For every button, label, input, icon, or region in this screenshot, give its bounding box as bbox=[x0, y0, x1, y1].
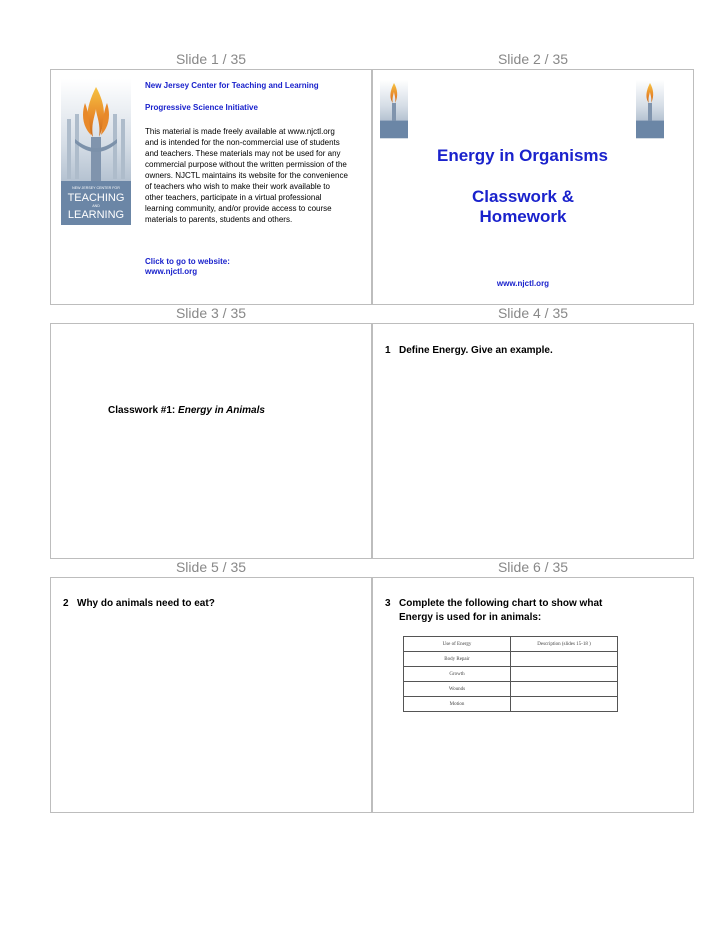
logo-text: LEARNING bbox=[67, 209, 125, 221]
table-cell-empty[interactable] bbox=[511, 667, 618, 682]
website-link-label[interactable]: Click to go to website: bbox=[145, 257, 230, 266]
table-cell-empty[interactable] bbox=[511, 682, 618, 697]
table-header: Use of Energy bbox=[404, 637, 511, 652]
question-1 bbox=[385, 344, 553, 358]
slide-2[interactable] bbox=[372, 69, 694, 305]
logo-text: TEACHING bbox=[67, 192, 125, 204]
presentation-subtitle bbox=[373, 187, 673, 227]
njctl-logo-right bbox=[636, 76, 664, 142]
table-row bbox=[404, 652, 618, 667]
table-cell: Motion bbox=[404, 697, 511, 712]
license-text: This material is made freely available at www.njctl.org and is intended for the non-commercial use of students and teachers. These materials may not be used for any commercial purpose without the written permission of the owners. NJCTL maintains its website for the convenience of teachers who wish to make their work available to other teachers, participate in a virtual professional learning community, and/or provide access to course materials to parents, students and others. bbox=[145, 127, 348, 224]
njctl-logo bbox=[61, 79, 131, 225]
presentation-title: Energy in Organisms bbox=[437, 146, 608, 165]
slide-caption: Slide 5 / 35 bbox=[175, 559, 247, 575]
table-header-row bbox=[404, 637, 618, 652]
njctl-logo-left bbox=[380, 76, 408, 142]
slide-6[interactable] bbox=[372, 577, 694, 813]
org-name: New Jersey Center for Teaching and Learning bbox=[145, 81, 319, 90]
slide-caption: Slide 2 / 35 bbox=[497, 51, 569, 67]
subtitle-line: Classwork & bbox=[471, 187, 575, 206]
table-row bbox=[404, 697, 618, 712]
logo-text: NEW JERSEY CENTER FOR bbox=[72, 186, 120, 190]
question-number: 3 bbox=[385, 598, 391, 609]
question-number: 2 bbox=[63, 598, 69, 609]
table-cell: Growth bbox=[404, 667, 511, 682]
section-label-italic: Energy in Animals bbox=[178, 405, 265, 416]
table-cell-empty[interactable] bbox=[511, 652, 618, 667]
table-row bbox=[404, 667, 618, 682]
logo-text: AND bbox=[92, 204, 100, 208]
table-cell: Wounds bbox=[404, 682, 511, 697]
slide-3[interactable] bbox=[50, 323, 372, 559]
slide-caption: Slide 6 / 35 bbox=[497, 559, 569, 575]
slide-caption: Slide 4 / 35 bbox=[497, 305, 569, 321]
question-text: Why do animals need to eat? bbox=[77, 598, 215, 609]
slide-1[interactable] bbox=[50, 69, 372, 305]
table-cell-empty[interactable] bbox=[511, 697, 618, 712]
question-3 bbox=[385, 597, 602, 625]
subtitle-line: Homework bbox=[479, 207, 567, 226]
slide-caption: Slide 1 / 35 bbox=[175, 51, 247, 67]
website-link[interactable]: www.njctl.org bbox=[145, 267, 198, 276]
table-row bbox=[404, 682, 618, 697]
program-name: Progressive Science Initiative bbox=[145, 103, 258, 112]
section-label-text: Classwork #1: bbox=[108, 405, 179, 416]
question-text: Define Energy. Give an example. bbox=[399, 345, 553, 356]
slide-caption: Slide 3 / 35 bbox=[175, 305, 247, 321]
slide-4[interactable] bbox=[372, 323, 694, 559]
question-text: Complete the following chart to show what bbox=[399, 598, 603, 609]
question-number: 1 bbox=[385, 345, 391, 356]
question-text: Energy is used for in animals: bbox=[399, 612, 542, 623]
section-label bbox=[108, 405, 265, 416]
table-cell: Body Repair bbox=[404, 652, 511, 667]
slide-5[interactable] bbox=[50, 577, 372, 813]
energy-use-chart bbox=[403, 636, 618, 712]
question-2 bbox=[63, 597, 215, 611]
table-header: Description (slides 15-18 ) bbox=[511, 637, 618, 652]
website-link[interactable]: www.njctl.org bbox=[496, 279, 550, 288]
